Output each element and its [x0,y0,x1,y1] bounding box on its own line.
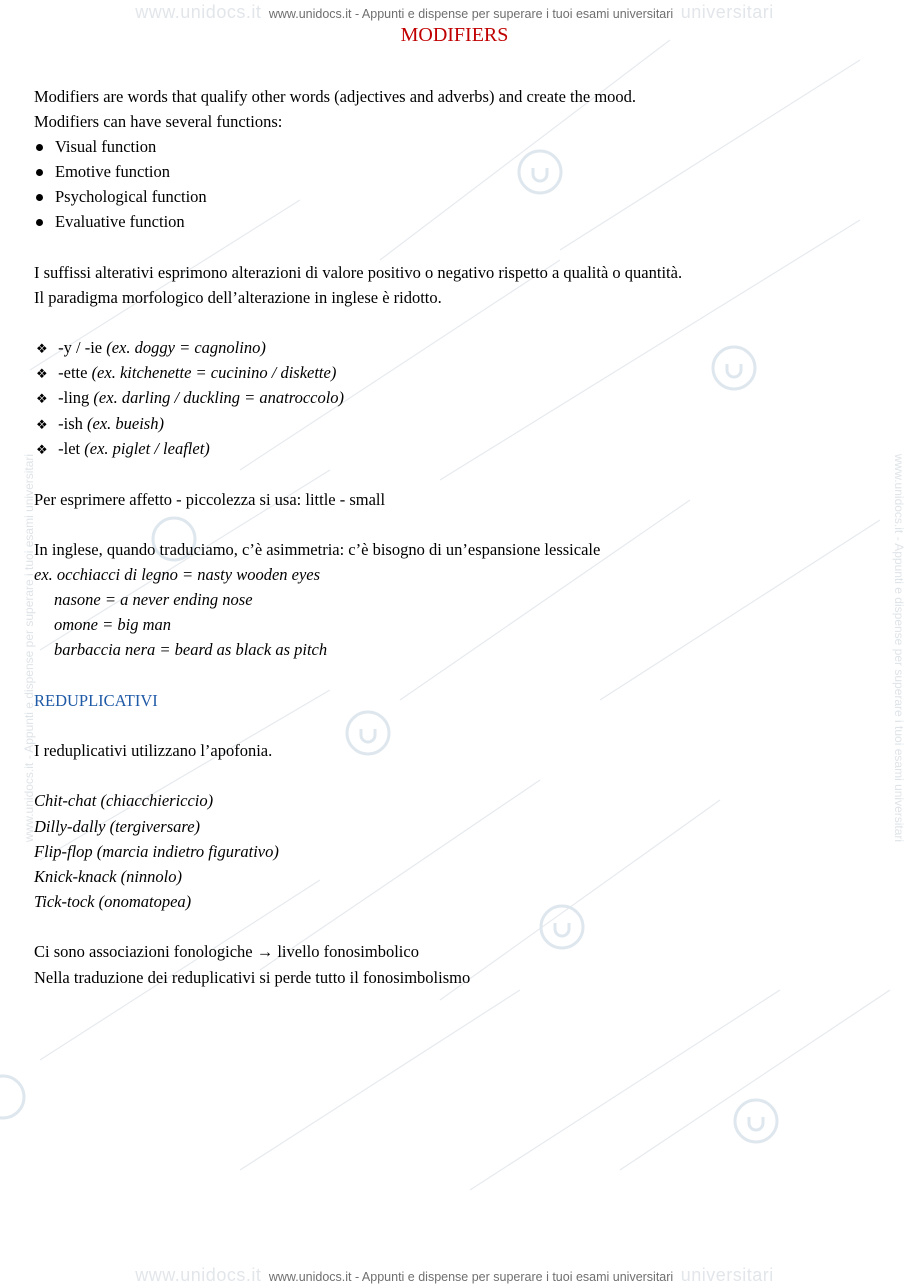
diamond-bullet-icon: ❖ [36,341,48,356]
suffix-item [34,388,344,409]
suffix-example: (ex. doggy = cagnolino) [106,338,266,357]
reduplicativo-item: Tick-tock (onomatopea) [34,892,192,911]
function-label: Emotive function [55,162,171,181]
suffix-label: -ette [58,363,88,382]
intro-line-1: Modifiers are words that qualify other words (adjectives and adverbs) and create the mood. [34,87,637,106]
watermark-ghost-text: universitari [680,2,774,22]
list-item [34,162,170,182]
reduplicativo-item: Flip-flop (marcia indietro figurativo) [34,842,279,861]
diamond-bullet-icon: ❖ [36,417,48,432]
reduplicativi-intro: I reduplicativi utilizzano l’apofonia. [34,741,273,760]
watermark-side-right: www.unidocs.it - Appunti e dispense per superare i tuoi esami universitari [892,453,906,843]
bullet-icon [36,194,43,201]
bullet-icon [36,144,43,151]
suffix-item [34,363,336,384]
list-item [34,212,185,232]
list-item [34,137,156,157]
example-line: barbaccia nera = beard as black as pitch [54,640,328,659]
reduplicativo-item: Chit-chat (chiacchiericcio) [34,791,214,810]
suffix-example: (ex. kitchenette = cucinino / diskette) [91,363,337,382]
function-label: Psychological function [55,187,207,206]
suffix-label: -y / -ie [58,338,103,357]
suffix-example: (ex. piglet / leaflet) [84,439,210,458]
suffissi-line-2: Il paradigma morfologico dell’alterazione in inglese è ridotto. [34,288,442,307]
function-label: Visual function [55,137,157,156]
suffix-label: -ish [58,414,83,433]
suffix-label: -let [58,439,81,458]
reduplicativo-item: Dilly-dally (tergiversare) [34,817,201,836]
list-item [34,187,207,207]
watermark-banner-top [0,2,909,23]
watermark-side-left: www.unidocs.it - Appunti e dispense per superare i tuoi esami universitari [22,453,36,843]
page-title: MODIFIERS [400,24,509,46]
bullet-icon [36,169,43,176]
closing-line-2: Nella traduzione dei reduplicativi si perde tutto il fonosimbolismo [34,968,471,987]
bullet-icon [36,219,43,226]
asimmetria-line: In inglese, quando traduciamo, c’è asimmetria: c’è bisogno di un’espansione lessicale [34,540,601,559]
suffix-example: (ex. darling / duckling = anatroccolo) [93,388,345,407]
suffix-item [34,439,210,460]
watermark-banner-bottom [0,1265,909,1286]
example-line: ex. occhiacci di legno = nasty wooden eyes [34,565,321,584]
diamond-bullet-icon: ❖ [36,366,48,381]
reduplicativo-item: Knick-knack (ninnolo) [34,867,182,886]
suffix-item [34,414,164,435]
affetto-line: Per esprimere affetto - piccolezza si usa: little - small [34,490,386,509]
diamond-bullet-icon: ❖ [36,391,48,406]
watermark-ghost-text: www.unidocs.it [135,2,262,22]
closing-line-1: Ci sono associazioni fonologiche → livello fonosimbolico [34,942,419,961]
suffix-item [34,338,266,359]
suffix-label: -ling [58,388,90,407]
section-heading-reduplicativi: REDUPLICATIVI [34,691,158,710]
diamond-bullet-icon: ❖ [36,442,48,457]
intro-line-2: Modifiers can have several functions: [34,112,283,131]
watermark-banner-text: www.unidocs.it - Appunti e dispense per superare i tuoi esami universitari [268,7,674,21]
watermark-ghost-text: www.unidocs.it [135,1265,262,1285]
suffissi-line-1: I suffissi alterativi esprimono alterazioni di valore positivo o negativo rispetto a qualità o quantità. [34,263,683,282]
suffix-example: (ex. bueish) [87,414,164,433]
example-line: omone = big man [54,615,171,634]
function-label: Evaluative function [55,212,185,231]
watermark-ghost-text: universitari [680,1265,774,1285]
watermark-banner-text: www.unidocs.it - Appunti e dispense per superare i tuoi esami universitari [268,1270,674,1284]
example-line: nasone = a never ending nose [54,590,253,609]
